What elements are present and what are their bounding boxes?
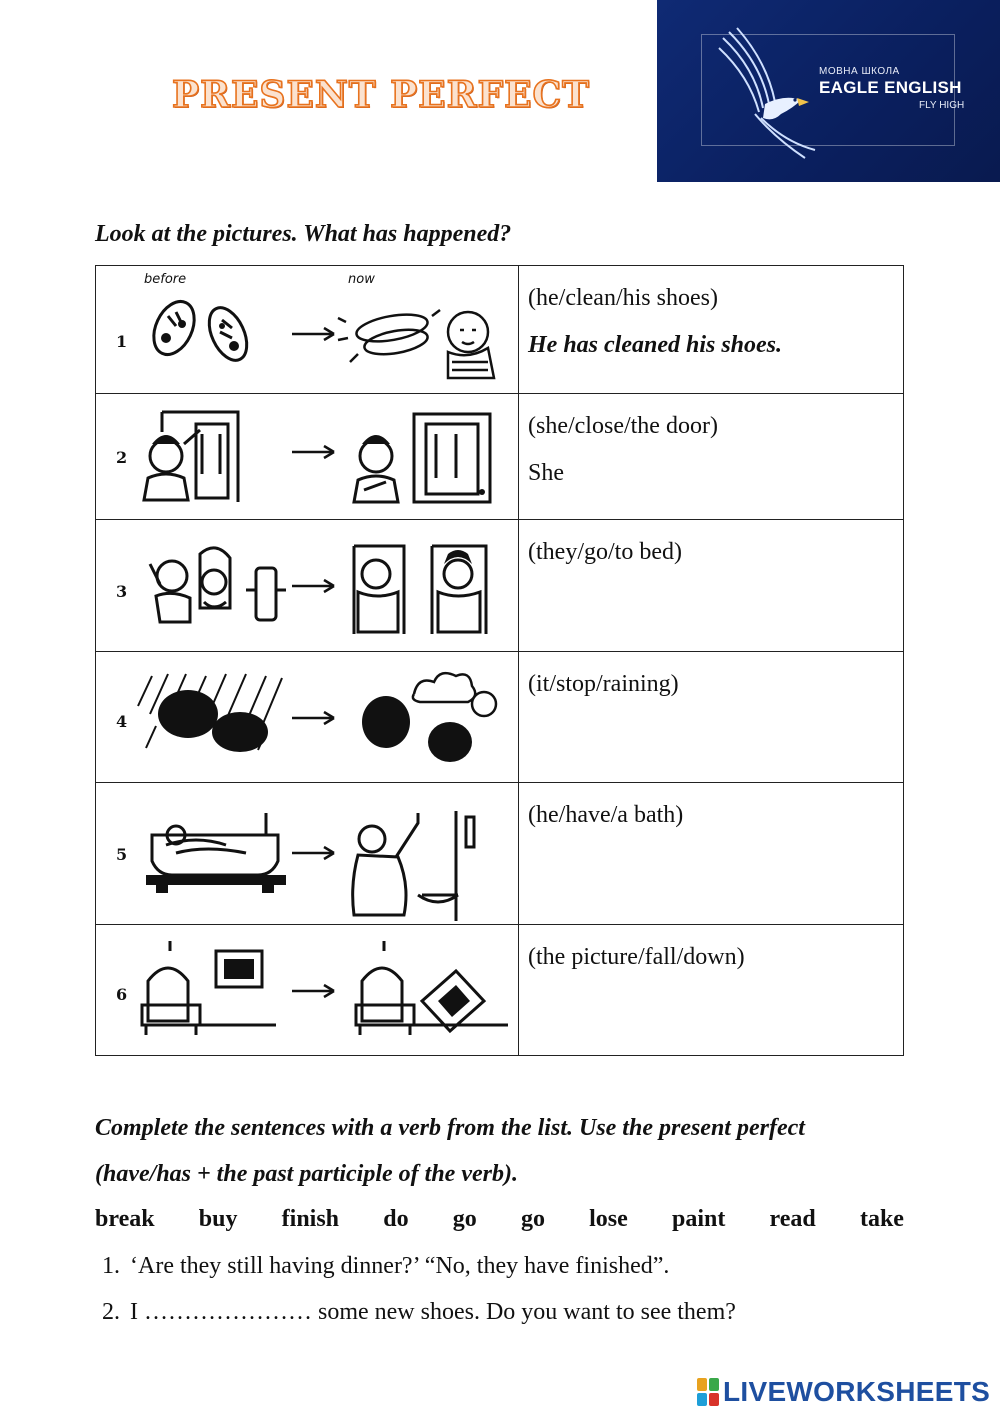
table-row xyxy=(96,266,904,394)
liveworksheets-icon xyxy=(697,1378,719,1406)
sentence-item xyxy=(102,1299,736,1326)
row-prompt: (he/clean/his shoes) xyxy=(528,285,718,311)
logo-tagline: FLY HIGH xyxy=(919,100,965,111)
row-prompt: (he/have/a bath) xyxy=(528,802,684,828)
row-number: 6 xyxy=(116,985,128,1004)
row-number: 5 xyxy=(116,845,128,864)
people-awake-to-in-bed-illustration xyxy=(96,520,518,652)
logo-brand-text: EAGLE ENGLISH xyxy=(819,78,962,97)
open-door-to-closed-door-illustration xyxy=(96,394,518,520)
table-row xyxy=(96,783,904,925)
row-number: 4 xyxy=(116,712,128,731)
row-prompt: (it/stop/raining) xyxy=(528,671,679,697)
row-number: 2 xyxy=(116,448,128,467)
answer-cell xyxy=(519,266,904,394)
answer-cell xyxy=(519,520,904,652)
verb-list xyxy=(95,1206,904,1233)
verb-word: paint xyxy=(672,1206,726,1232)
row-prompt: (the picture/fall/down) xyxy=(528,944,745,970)
picture-cell xyxy=(96,520,519,652)
verb-word: do xyxy=(383,1206,409,1232)
table-row xyxy=(96,394,904,520)
sentence-item xyxy=(102,1253,669,1280)
verb-word: buy xyxy=(198,1206,238,1232)
picture-cell xyxy=(96,783,519,925)
picture-on-wall-to-fallen-picture-illustration xyxy=(96,925,518,1056)
row-prompt: (they/go/to bed) xyxy=(528,539,682,565)
page-title: PRESENT PERFECT xyxy=(172,74,590,116)
picture-cell xyxy=(96,925,519,1056)
verb-word: take xyxy=(859,1206,904,1232)
dirty-shoes-to-clean-shoes-illustration xyxy=(96,266,518,394)
verb-word: break xyxy=(95,1206,155,1232)
rain-to-sunshine-illustration xyxy=(96,652,518,783)
verb-word: finish xyxy=(281,1206,340,1232)
picture-cell xyxy=(96,266,519,394)
bath-to-drying-off-illustration xyxy=(96,783,518,925)
row-prompt: (she/close/the door) xyxy=(528,413,718,439)
table-row xyxy=(96,520,904,652)
now-label: now xyxy=(348,272,375,287)
table-row xyxy=(96,925,904,1056)
liveworksheets-brand xyxy=(697,1376,990,1408)
logo-school-text: МОВНА ШКОЛА xyxy=(819,66,900,77)
liveworksheets-text: LIVEWORKSHEETS xyxy=(723,1376,991,1407)
verb-word: read xyxy=(769,1206,816,1232)
answer-cell xyxy=(519,783,904,925)
sentence-number: 1. xyxy=(102,1253,120,1279)
picture-cell xyxy=(96,652,519,783)
answer-cell xyxy=(519,925,904,1056)
answer-cell xyxy=(519,394,904,520)
before-label: before xyxy=(144,272,187,287)
eagle-icon xyxy=(715,18,825,168)
exercise1-instruction: Look at the pictures. What has happened? xyxy=(95,221,512,247)
table-row xyxy=(96,652,904,783)
row-answer[interactable]: She xyxy=(528,459,564,486)
row-number: 3 xyxy=(116,582,128,601)
exercise2-instruction-line1: Complete the sentences with a verb from the list. Use the present perfect xyxy=(95,1115,805,1141)
sentence-number: 2. xyxy=(102,1299,120,1325)
row-answer[interactable]: He has cleaned his shoes. xyxy=(528,331,783,358)
row-number: 1 xyxy=(116,332,128,351)
verb-word: go xyxy=(452,1206,477,1232)
answer-cell xyxy=(519,652,904,783)
verb-word: lose xyxy=(589,1206,628,1232)
sentence-text[interactable]: I ………………… some new shoes. Do you want to see them? xyxy=(130,1299,736,1325)
eagle-english-logo xyxy=(657,0,1000,182)
picture-cell xyxy=(96,394,519,520)
sentence-text: ‘Are they still having dinner?’ “No, they have finished”. xyxy=(130,1253,670,1279)
exercise2-instruction-line2: (have/has + the past participle of the verb). xyxy=(95,1161,518,1187)
verb-word: go xyxy=(520,1206,545,1232)
exercise1-table xyxy=(95,265,904,1056)
